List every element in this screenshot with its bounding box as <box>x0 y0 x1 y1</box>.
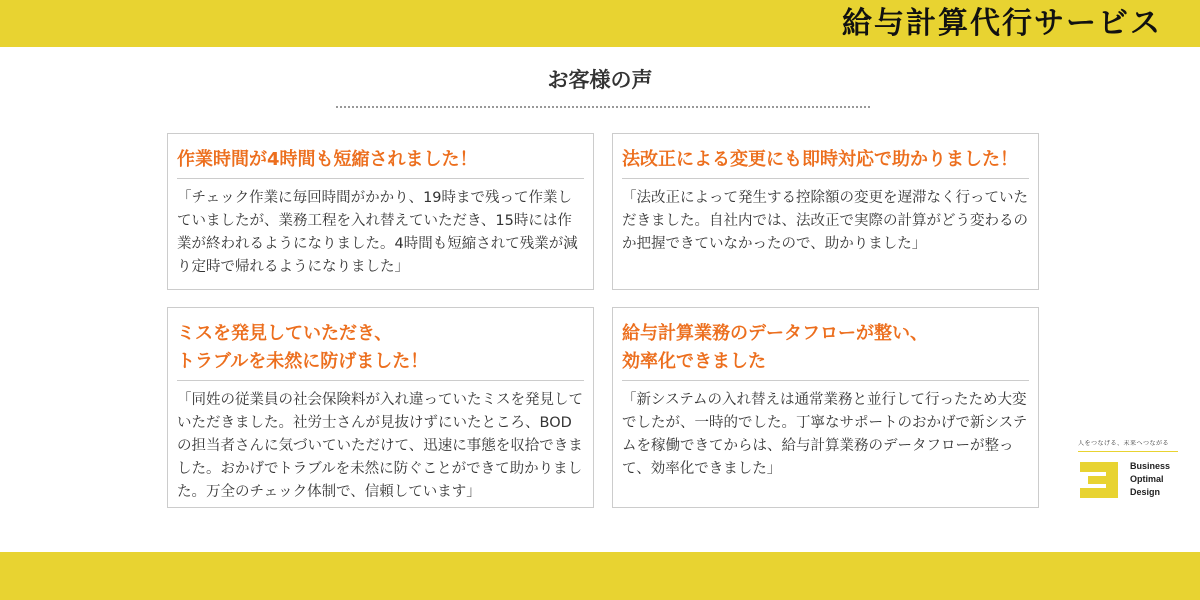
testimonial-card <box>612 133 1039 290</box>
testimonial-body: 「チェック作業に毎回時間がかかり、19時まで残って作業していましたが、業務工程を入れ替えていただき、15時には作業が終われるようになりました。4時間も短縮されて残業が減り定時で帰れるようになりました」 <box>177 190 578 275</box>
logo-divider <box>1078 451 1178 452</box>
bottom-banner <box>0 552 1200 600</box>
top-banner <box>0 0 1200 47</box>
testimonial-heading: 給与計算業務のデータフローが整い、 効率化できました <box>622 320 1029 381</box>
logo-word-design: Design <box>1130 487 1161 497</box>
testimonial-heading: 法改正による変更にも即時対応で助かりました！ <box>622 146 1029 179</box>
testimonial-body: 「法改正によって発生する控除額の変更を遅滞なく行っていただきました。自社内では、法改正で実際の計算がどう変わるのか把握できていなかったので、助かりました」 <box>622 190 1028 252</box>
testimonial-body: 「同姓の従業員の社会保険料が入れ違っていたミスを発見していただきました。社労士さんが見抜けずにいたところ、BODの担当者さんに気づいていただけて、迅速に事態を収拾できました。おかげでトラブルを未然に防ぐことができて助かりました。万全のチェック体制で、信頼しています」 <box>177 392 583 500</box>
testimonial-body: 「新システムの入れ替えは通常業務と並行して行ったため大変でしたが、一時的でした。丁寧なサポートのおかげで新システムを稼働できてからは、給与計算業務のデータフローが整って、効率化できました」 <box>622 392 1028 477</box>
logo-word-optimal: Optimal <box>1130 474 1164 484</box>
testimonial-heading: 作業時間が4時間も短縮されました！ <box>177 146 584 179</box>
service-title: 給与計算代行サービス <box>842 6 1162 41</box>
section-title: お客様の声 <box>547 68 653 92</box>
company-logo <box>1078 440 1190 504</box>
testimonial-card <box>167 307 594 508</box>
logo-word-business: Business <box>1130 461 1171 471</box>
title-divider <box>336 106 870 108</box>
testimonial-card <box>612 307 1039 508</box>
logo-wordmark <box>1130 460 1170 499</box>
testimonial-card <box>167 133 594 290</box>
testimonial-heading: ミスを発見していただき、 トラブルを未然に防げました！ <box>177 320 584 381</box>
stylized-3-logo-icon <box>1078 458 1122 502</box>
logo-tagline: 人をつなげる、未来へつながる <box>1078 440 1170 447</box>
